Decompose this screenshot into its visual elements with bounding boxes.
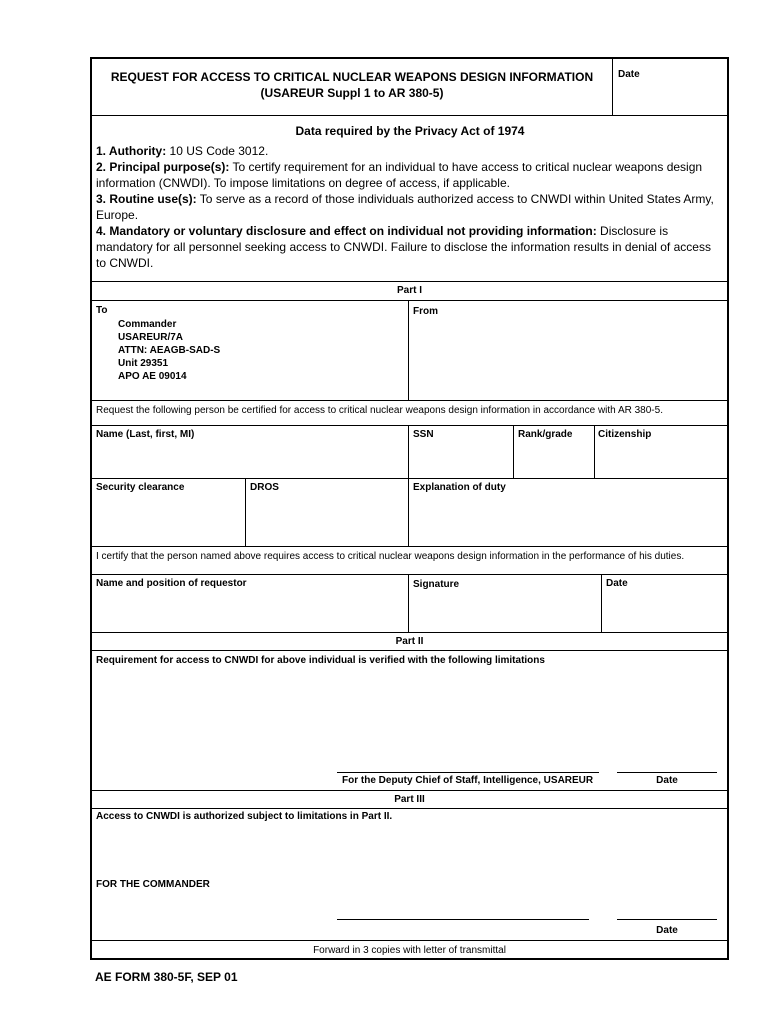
dros-field[interactable]: [247, 495, 406, 545]
header-bottom-rule: [92, 115, 727, 116]
from-field[interactable]: [410, 319, 726, 399]
part3-heading-rule: [92, 808, 727, 809]
access-authorized-statement: Access to CNWDI is authorized subject to limitations in Part II.: [96, 811, 393, 822]
ssn-rank-divider: [513, 425, 514, 478]
part2-date-line[interactable]: [617, 772, 717, 773]
requirement-statement: Requirement for access to CNWDI for above individual is verified with the following limitations: [96, 655, 545, 666]
part3-bottom-rule: [92, 940, 727, 941]
ssn-field[interactable]: [410, 442, 512, 477]
signature-label: Signature: [413, 579, 460, 590]
requestor-row-bottom-rule: [92, 632, 727, 633]
certification-statement: I certify that the person named above requires access to critical nuclear weapons design information in the performance of his duties.: [96, 551, 685, 562]
privacy-item-authority: 1. Authority: 10 US Code 3012.: [96, 144, 269, 158]
name-field[interactable]: [94, 442, 406, 477]
ssn-label: SSN: [413, 429, 434, 440]
to-label: To: [96, 305, 108, 316]
privacy-item-routine-use: 3. Routine use(s): To serve as a record of those individuals authorized access to CNWDI within United States Army, Europe.: [96, 192, 714, 222]
deputy-chief-label: For the Deputy Chief of Staff, Intelligence, USAREUR: [342, 775, 594, 786]
requestor-field[interactable]: [94, 591, 406, 631]
part1-top-rule: [92, 281, 727, 282]
part3-date-line[interactable]: [617, 919, 717, 920]
form-title-line2: (USAREUR Suppl 1 to AR 380-5): [260, 86, 444, 100]
limitations-field[interactable]: [94, 669, 725, 769]
part2-heading: Part II: [395, 636, 424, 647]
form-title-line1: REQUEST FOR ACCESS TO CRITICAL NUCLEAR WEAPONS DESIGN INFORMATION: [110, 70, 594, 84]
signature-field[interactable]: [410, 592, 600, 631]
part3-date-label: Date: [656, 925, 678, 936]
part2-date-label: Date: [656, 775, 678, 786]
rank-citizenship-divider: [594, 425, 595, 478]
header-date-label: Date: [618, 69, 640, 80]
certification-bottom-rule: [92, 574, 727, 575]
requestor-date-label: Date: [606, 578, 628, 589]
privacy-heading: Data required by the Privacy Act of 1974: [295, 124, 525, 138]
requestor-label: Name and position of requestor: [96, 578, 247, 589]
signature-date-divider: [601, 574, 602, 632]
security-clearance-field[interactable]: [94, 495, 244, 545]
security-dros-divider: [245, 478, 246, 546]
part1-heading-rule: [92, 300, 727, 301]
dros-duty-divider: [408, 478, 409, 546]
privacy-item-purpose: 2. Principal purpose(s): To certify requirement for an individual to have access to critical nuclear weapons design information (CNWDI). To impose limitations on degree of access, if applicable.: [96, 160, 703, 190]
to-from-bottom-rule: [92, 400, 727, 401]
forward-instruction: Forward in 3 copies with letter of transmittal: [313, 945, 506, 956]
security-row-bottom-rule: [92, 546, 727, 547]
part2-bottom-rule: [92, 790, 727, 791]
deputy-signature-line[interactable]: [337, 772, 599, 773]
requestor-signature-divider: [408, 574, 409, 632]
form-number: AE FORM 380-5F, SEP 01: [95, 970, 238, 984]
commander-signature-line[interactable]: [337, 919, 589, 920]
part2-heading-rule: [92, 650, 727, 651]
name-row-bottom-rule: [92, 478, 727, 479]
security-clearance-label: Security clearance: [96, 482, 185, 493]
name-label: Name (Last, first, MI): [96, 429, 195, 440]
request-bottom-rule: [92, 425, 727, 426]
name-ssn-divider: [408, 425, 409, 478]
duty-explanation-label: Explanation of duty: [413, 482, 506, 493]
rank-field[interactable]: [515, 442, 593, 477]
citizenship-label: Citizenship: [598, 429, 652, 440]
rank-label: Rank/grade: [518, 429, 573, 440]
for-the-commander-label: FOR THE COMMANDER: [96, 879, 210, 890]
form-frame: [90, 57, 729, 960]
citizenship-field[interactable]: [596, 442, 726, 477]
dros-label: DROS: [250, 482, 279, 493]
privacy-statement: [96, 143, 724, 271]
requestor-date-field[interactable]: [603, 591, 726, 631]
duty-explanation-field[interactable]: [410, 495, 726, 545]
to-from-divider: [408, 300, 409, 400]
header-divider: [612, 59, 613, 115]
to-address: Commander USAREUR/7A ATTN: AEAGB-SAD-S Unit 29351 APO AE 09014: [118, 319, 221, 382]
privacy-item-disclosure: 4. Mandatory or voluntary disclosure and effect on individual not providing information: Disclosure is mandatory for all personnel seeking access to CNWDI. Failure to disclose the information results in denial of access to CNWDI.: [96, 224, 711, 270]
part3-heading: Part III: [394, 794, 425, 805]
from-label: From: [413, 306, 438, 317]
part1-heading: Part I: [396, 285, 422, 296]
header-date-field[interactable]: [614, 83, 727, 113]
request-statement: Request the following person be certified for access to critical nuclear weapons design information in accordance with AR 380-5.: [96, 405, 663, 416]
